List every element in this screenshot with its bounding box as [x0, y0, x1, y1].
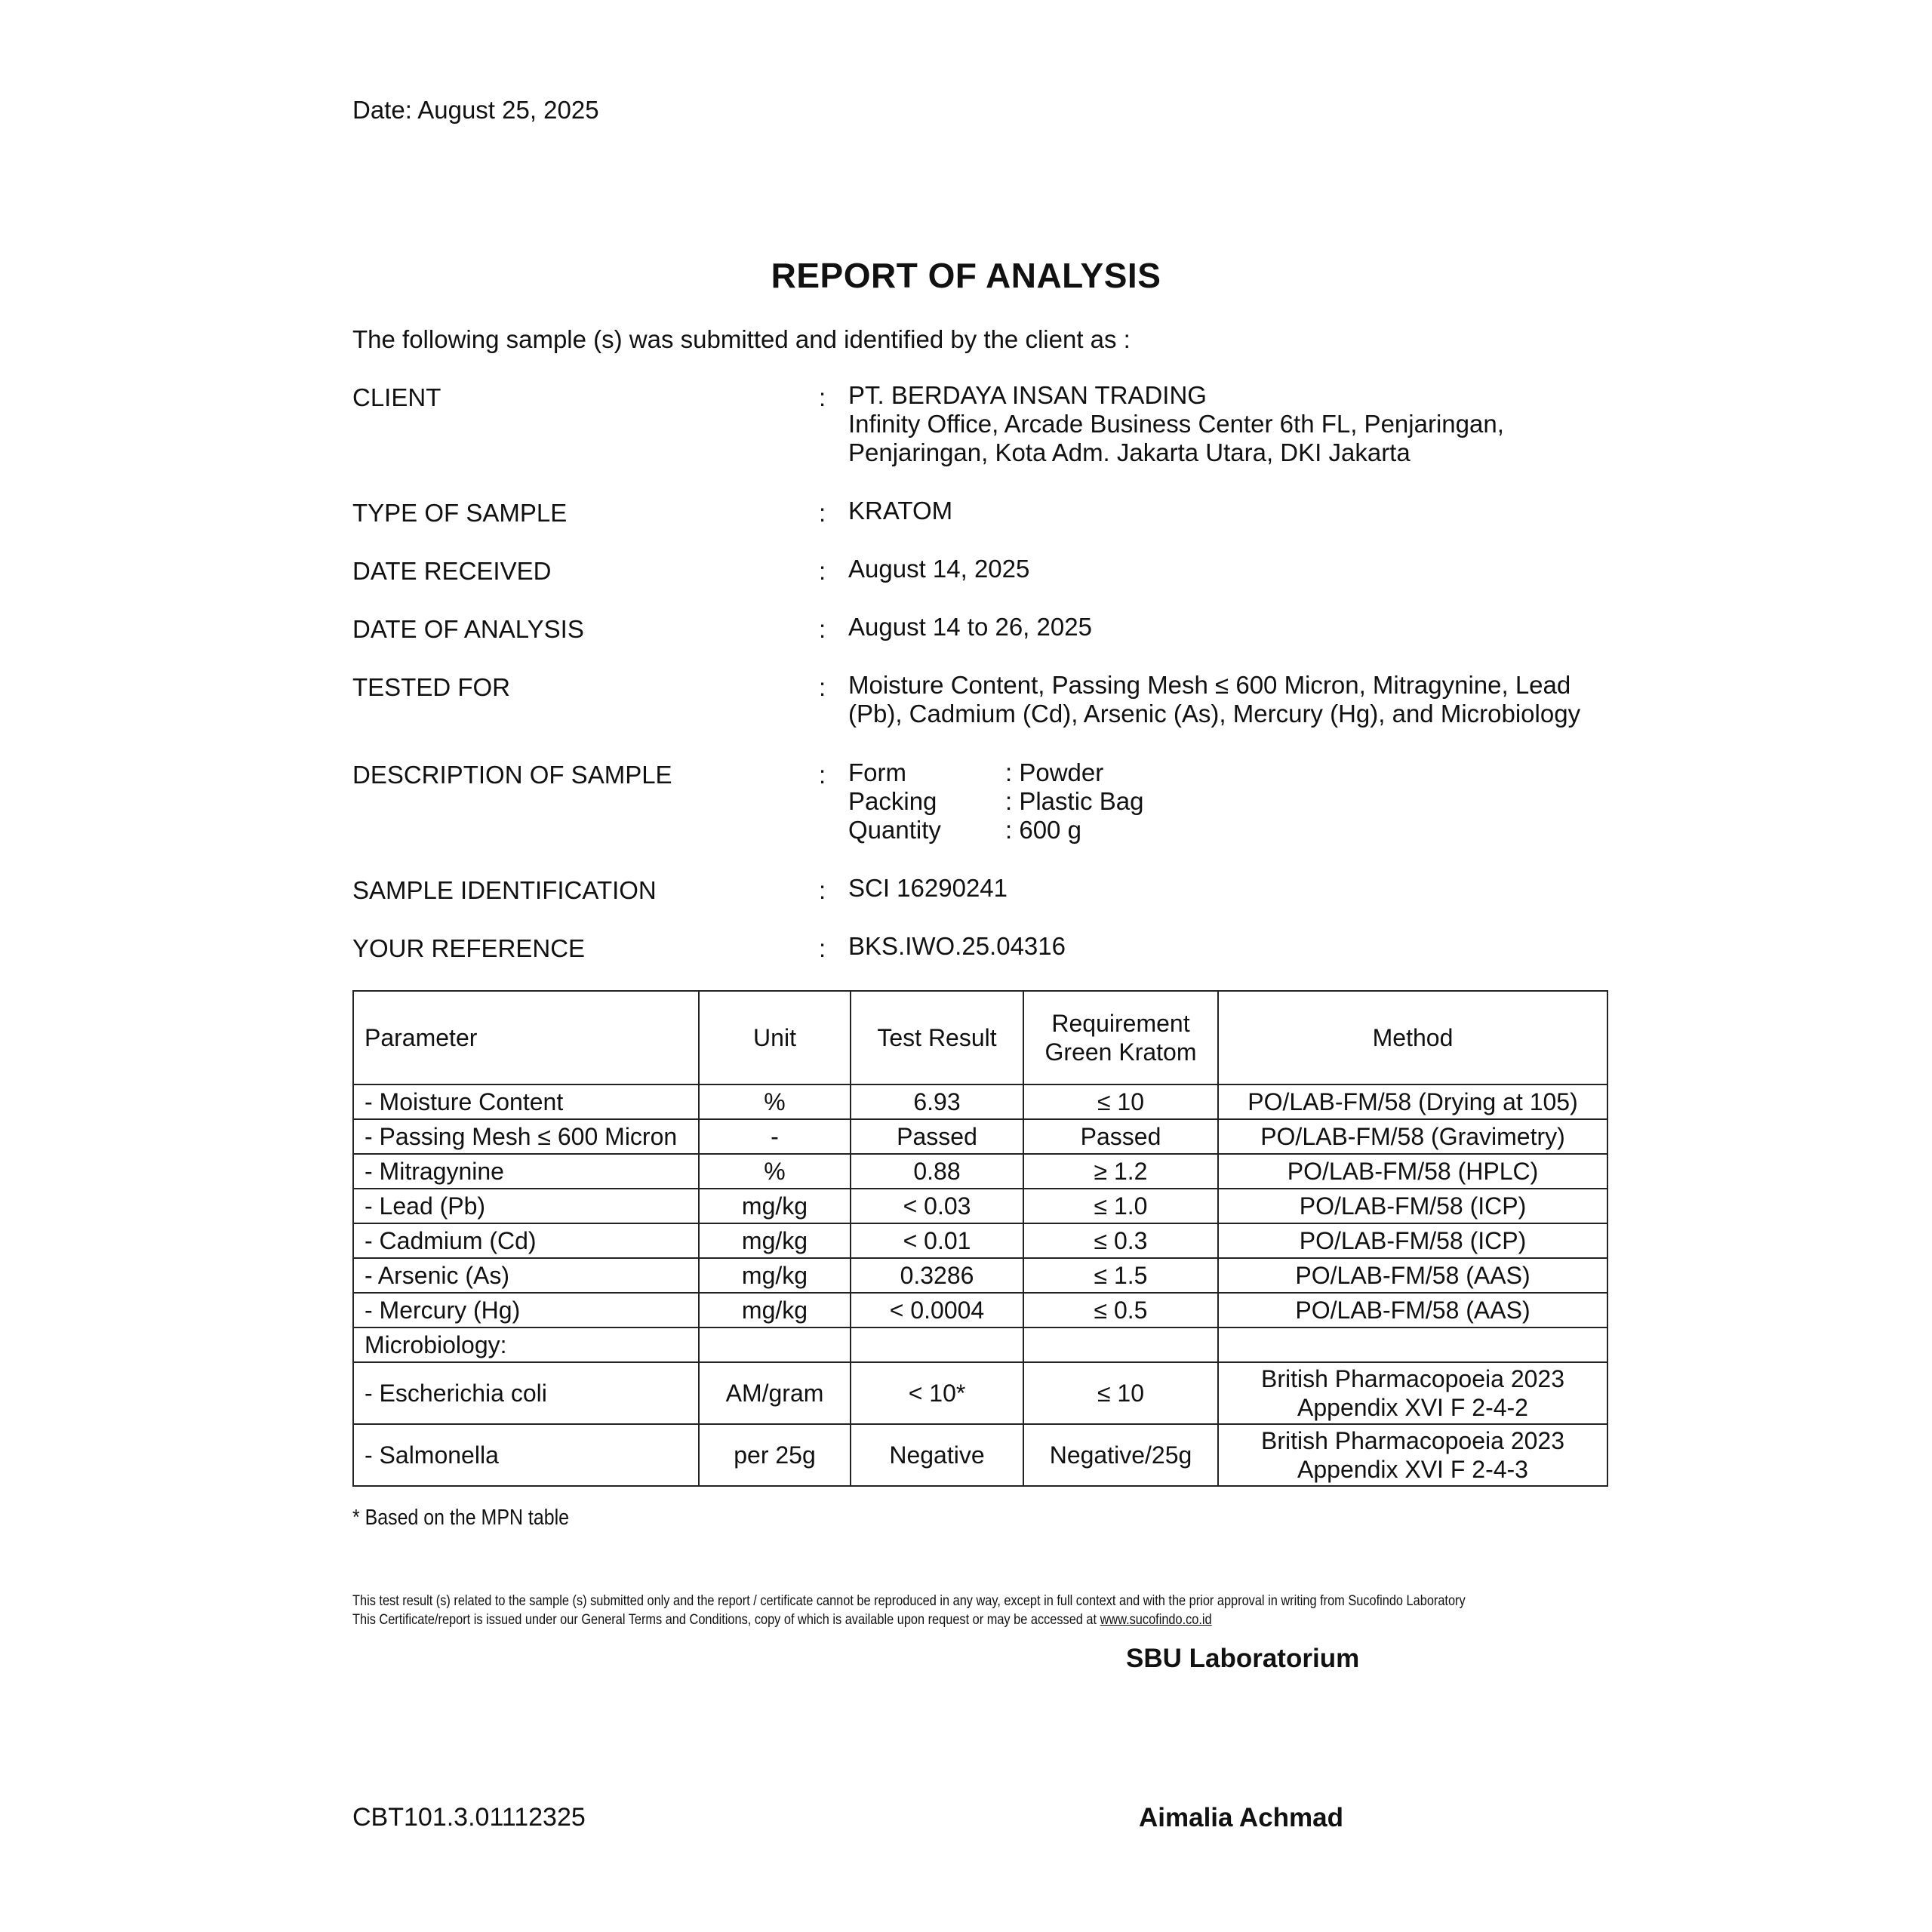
colon: : — [819, 383, 826, 411]
description-packing-row — [848, 787, 1143, 816]
header-test-result: Test Result — [851, 991, 1023, 1084]
cell-result: < 10* — [851, 1362, 1023, 1424]
report-date: Date: August 25, 2025 — [352, 96, 599, 124]
lab-name: SBU Laboratorium — [1126, 1644, 1360, 1673]
table-row — [353, 1084, 1607, 1119]
table-row — [353, 1362, 1607, 1424]
description-quantity-value: : 600 g — [1005, 816, 1081, 844]
sample-identification-text: SCI 16290241 — [848, 874, 1008, 902]
cell-requirement: ≤ 10 — [1023, 1084, 1218, 1119]
type-of-sample-value — [848, 497, 952, 525]
date-received-label: DATE RECEIVED — [352, 557, 552, 585]
cell-method-line-2: Appendix XVI F 2-4-2 — [1297, 1394, 1528, 1421]
table-row — [353, 1258, 1607, 1293]
colon: : — [819, 557, 826, 585]
cell-requirement: ≤ 10 — [1023, 1362, 1218, 1424]
cell-result: Passed — [851, 1119, 1023, 1154]
empty-cell — [1023, 1327, 1218, 1362]
colon: : — [819, 876, 826, 904]
table-row — [353, 1189, 1607, 1223]
disclaimer-line-2-text: This Certificate/report is issued under our General Terms and Conditions, copy of which is available upon request or may be accessed at — [352, 1612, 1100, 1628]
empty-cell — [699, 1327, 851, 1362]
cell-unit: AM/gram — [699, 1362, 851, 1424]
description-form-key: Form — [848, 758, 906, 786]
type-of-sample-text: KRATOM — [848, 497, 953, 525]
cell-unit: mg/kg — [699, 1293, 851, 1327]
table-row — [353, 1223, 1607, 1258]
cell-unit: per 25g — [699, 1424, 851, 1486]
intro-text: The following sample (s) was submitted and identified by the client as : — [352, 325, 1131, 353]
document-code: CBT101.3.01112325 — [352, 1803, 586, 1832]
tested-for-label: TESTED FOR — [352, 673, 511, 701]
header-requirement-line-1: Requirement — [1051, 1010, 1190, 1037]
cell-method: PO/LAB-FM/58 (AAS) — [1218, 1293, 1607, 1327]
colon: : — [819, 499, 826, 527]
cell-parameter: - Passing Mesh ≤ 600 Micron — [353, 1119, 699, 1154]
cell-parameter: - Mitragynine — [353, 1154, 699, 1189]
client-address-line-1: Infinity Office, Arcade Business Center 6th FL, Penjaringan, — [848, 410, 1504, 438]
cell-method — [1218, 1362, 1607, 1424]
tested-for-line-1: Moisture Content, Passing Mesh ≤ 600 Micron, Mitragynine, Lead — [848, 671, 1571, 699]
description-label: DESCRIPTION OF SAMPLE — [352, 761, 672, 789]
cell-unit: mg/kg — [699, 1258, 851, 1293]
header-method: Method — [1218, 991, 1607, 1084]
cell-result: 0.3286 — [851, 1258, 1023, 1293]
your-reference-text: BKS.IWO.25.04316 — [848, 932, 1066, 960]
cell-unit: % — [699, 1084, 851, 1119]
cell-method: PO/LAB-FM/58 (Gravimetry) — [1218, 1119, 1607, 1154]
cell-requirement: Negative/25g — [1023, 1424, 1218, 1486]
client-address-line-2: Penjaringan, Kota Adm. Jakarta Utara, DKI Jakarta — [848, 438, 1411, 466]
cell-result: Negative — [851, 1424, 1023, 1486]
date-received-text: August 14, 2025 — [848, 555, 1030, 583]
cell-parameter: - Cadmium (Cd) — [353, 1223, 699, 1258]
cell-requirement: ≤ 0.3 — [1023, 1223, 1218, 1258]
tested-for-value — [848, 671, 1580, 728]
header-requirement — [1023, 991, 1218, 1084]
sample-identification-label: SAMPLE IDENTIFICATION — [352, 876, 657, 904]
cell-method-line-1: British Pharmacopoeia 2023 — [1260, 1365, 1564, 1392]
table-row — [353, 1119, 1607, 1154]
cell-result: < 0.03 — [851, 1189, 1023, 1223]
disclaimer-line-1: This test result (s) related to the sample (s) submitted only and the report / certificate cannot be reproduced in any way, except in full context and with the prior approval in writing from Sucofindo Laboratory — [352, 1593, 1466, 1609]
microbiology-section-row — [353, 1327, 1607, 1362]
description-quantity-key: Quantity — [848, 816, 941, 844]
cell-unit: % — [699, 1154, 851, 1189]
cell-method: PO/LAB-FM/58 (AAS) — [1218, 1258, 1607, 1293]
cell-requirement: ≤ 1.0 — [1023, 1189, 1218, 1223]
cell-result: 0.88 — [851, 1154, 1023, 1189]
header-parameter: Parameter — [353, 991, 699, 1084]
date-of-analysis-label: DATE OF ANALYSIS — [352, 615, 584, 643]
description-value — [848, 758, 1143, 844]
results-table — [352, 990, 1608, 1487]
description-form-row — [848, 758, 1143, 787]
cell-requirement: ≤ 1.5 — [1023, 1258, 1218, 1293]
cell-parameter: - Salmonella — [353, 1424, 699, 1486]
cell-parameter: - Moisture Content — [353, 1084, 699, 1119]
signatory-name: Aimalia Achmad — [1139, 1803, 1344, 1832]
cell-result: < 0.01 — [851, 1223, 1023, 1258]
cell-parameter: - Arsenic (As) — [353, 1258, 699, 1293]
colon: : — [819, 615, 826, 643]
type-of-sample-label: TYPE OF SAMPLE — [352, 499, 568, 527]
cell-unit: mg/kg — [699, 1189, 851, 1223]
description-quantity-row — [848, 816, 1143, 844]
cell-parameter: - Escherichia coli — [353, 1362, 699, 1424]
table-row — [353, 1424, 1607, 1486]
description-packing-value: : Plastic Bag — [1005, 787, 1144, 815]
client-label: CLIENT — [352, 383, 441, 411]
colon: : — [819, 761, 826, 789]
date-received-value — [848, 555, 1029, 583]
table-row — [353, 1154, 1607, 1189]
cell-method-line-1: British Pharmacopoeia 2023 — [1260, 1427, 1564, 1454]
table-header-row — [353, 991, 1607, 1084]
cell-requirement: ≥ 1.2 — [1023, 1154, 1218, 1189]
date-of-analysis-value — [848, 613, 1092, 641]
description-form-value: : Powder — [1005, 758, 1104, 786]
sample-identification-value — [848, 874, 1008, 903]
colon: : — [819, 934, 826, 962]
tested-for-line-2: (Pb), Cadmium (Cd), Arsenic (As), Mercury (Hg), and Microbiology — [848, 700, 1581, 728]
table-row — [353, 1293, 1607, 1327]
report-title: REPORT OF ANALYSIS — [771, 256, 1161, 295]
footnote: * Based on the MPN table — [352, 1506, 569, 1530]
empty-cell — [851, 1327, 1023, 1362]
cell-method: PO/LAB-FM/58 (ICP) — [1218, 1189, 1607, 1223]
cell-method-line-2: Appendix XVI F 2-4-3 — [1297, 1456, 1528, 1483]
cell-method — [1218, 1424, 1607, 1486]
colon: : — [819, 673, 826, 701]
disclaimer-line-2 — [352, 1612, 1212, 1629]
your-reference-value — [848, 932, 1066, 961]
cell-parameter: - Mercury (Hg) — [353, 1293, 699, 1327]
client-name: PT. BERDAYA INSAN TRADING — [848, 381, 1207, 409]
cell-method: PO/LAB-FM/58 (ICP) — [1218, 1223, 1607, 1258]
header-requirement-line-2: Green Kratom — [1044, 1038, 1197, 1066]
description-packing-key: Packing — [848, 787, 937, 815]
sucofindo-website-link[interactable]: www.sucofindo.co.id — [1100, 1612, 1212, 1628]
cell-requirement: Passed — [1023, 1119, 1218, 1154]
header-unit: Unit — [699, 991, 851, 1084]
cell-requirement: ≤ 0.5 — [1023, 1293, 1218, 1327]
cell-parameter: - Lead (Pb) — [353, 1189, 699, 1223]
cell-result: < 0.0004 — [851, 1293, 1023, 1327]
client-value — [848, 381, 1504, 467]
cell-unit: mg/kg — [699, 1223, 851, 1258]
cell-method: PO/LAB-FM/58 (Drying at 105) — [1218, 1084, 1607, 1119]
microbiology-label: Microbiology: — [353, 1327, 699, 1362]
date-of-analysis-text: August 14 to 26, 2025 — [848, 613, 1092, 641]
your-reference-label: YOUR REFERENCE — [352, 934, 586, 962]
cell-method: PO/LAB-FM/58 (HPLC) — [1218, 1154, 1607, 1189]
cell-unit: - — [699, 1119, 851, 1154]
empty-cell — [1218, 1327, 1607, 1362]
cell-result: 6.93 — [851, 1084, 1023, 1119]
